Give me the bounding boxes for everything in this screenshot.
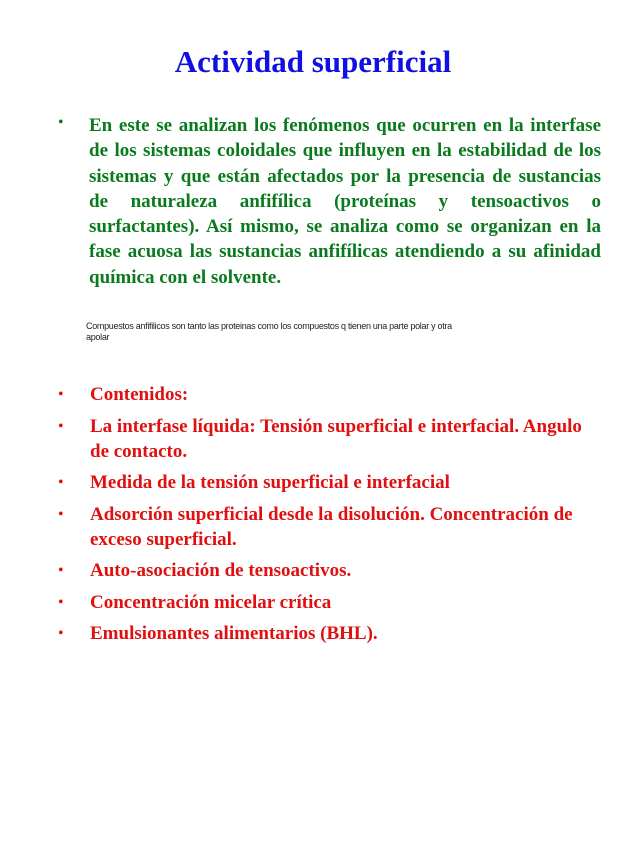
list-bullet: • <box>58 505 64 523</box>
intro-paragraph: En este se analizan los fenómenos que ocurren en la interfase de los sistemas coloidales que influyen en la estabilidad de los sistemas y que están afectados por la presencia de sustancias de naturaleza anfifílica (proteínas y tensoactivos o surfactantes). Así mismo, se analiza como se organizan en la fase acuosa las sustancias anfifílicas atendiendo a su afinidad química con el solvente. <box>89 115 601 288</box>
contents-item <box>0 470 590 495</box>
contents-item-text: Adsorción superficial desde la disolución. Concentración de exceso superficial. <box>90 503 573 550</box>
contents-item-text: Concentración micelar crítica <box>90 591 332 613</box>
list-bullet: • <box>58 562 64 579</box>
contents-item-text: Medida de la tensión superficial e interfacial <box>90 472 450 493</box>
contents-item-text: Auto-asociación de tensoactivos. <box>90 560 352 581</box>
intro-bullet: • <box>58 114 64 131</box>
contents-item <box>0 382 590 407</box>
speaker-note: Compuestos anfifilicos son tanto las proteinas como los compuestos q tienen una parte polar y otra apolar <box>86 321 452 342</box>
page-title: Actividad superficial <box>174 44 452 79</box>
contents-list <box>0 382 636 653</box>
list-bullet: • <box>58 474 64 491</box>
contents-item <box>0 558 590 583</box>
contents-item-text: Contenidos: <box>90 384 189 405</box>
contents-item <box>0 414 590 464</box>
list-bullet: • <box>58 417 64 435</box>
list-bullet: • <box>58 386 64 403</box>
contents-item <box>0 502 590 552</box>
list-bullet: • <box>58 625 64 642</box>
contents-item <box>0 621 590 646</box>
contents-item-text: Emulsionantes alimentarios (BHL). <box>90 623 378 644</box>
list-bullet: • <box>58 593 64 611</box>
contents-item <box>0 590 590 615</box>
contents-item-text: La interfase líquida: Tensión superficial e interfacial. Angulo de contacto. <box>90 415 582 462</box>
